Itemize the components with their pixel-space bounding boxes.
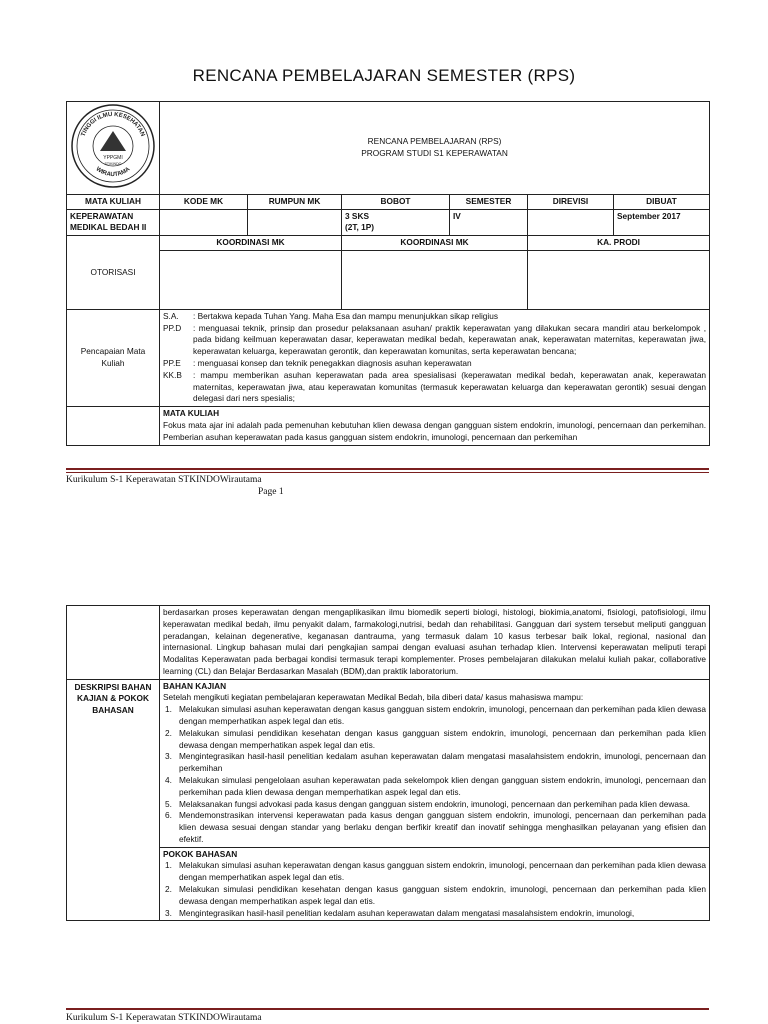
- bobot-sks: 3 SKS: [345, 210, 369, 221]
- course-name-line-1: KEPERAWATAN: [70, 210, 134, 221]
- list-item: 5. Melaksanakan fungsi advokasi pada kasus dengan gangguan sistem endokrin, imunologi, pencernaan dan perkemihan pada klien dewasa.: [165, 798, 691, 809]
- header-title-cell: [160, 102, 710, 195]
- list-item: 3. Mengintegrasikan hasil-hasil penelitian kedalam asuhan keperawatan dalam mengatasi masalahsistem endokrin, imunologi, pencernaan dan perkemihan: [165, 751, 706, 774]
- course-dibuat: September 2017: [614, 209, 710, 236]
- cpmk-item: [163, 323, 706, 358]
- mata-kuliah-text: Fokus mata ajar ini adalah pada pemenuhan kebutuhan klien dewasa dengan gangguan sistem endokrin, imunologi, pencernaan dan perkemihan. Pemberian asuhan keperawatan pada kasus gangguan sistem endokrin, imunologi, pencernaan dan perkemihan: [163, 419, 707, 442]
- list-item: 3. Mengintegrasikan hasil-hasil penelitian kedalam asuhan keperawatan dalam mengatasi masalahsistem endokrin, imunologi,: [165, 907, 635, 918]
- bahan-kajian-intro: Setelah mengikuti kegiatan pembelajaran keperawatan Medikal Bedah, bila diberi data/ kasus mahasiswa mampu:: [163, 692, 584, 703]
- mata-kuliah-content: [160, 407, 710, 445]
- cpmk-list: [163, 311, 706, 405]
- footer-rule: [66, 468, 709, 470]
- cpmk-item: [163, 311, 706, 323]
- otorisasi-label: OTORISASI: [67, 236, 160, 310]
- list-item: 2. Melakukan simulasi pendidikan kesehatan dengan kasus gangguan sistem endokrin, imunologi, pencernaan dan perkemihan pada klien dewasa dengan memperhatikan aspek legal dan etis.: [165, 727, 706, 750]
- otorisasi-col-1: KOORDINASI MK: [160, 236, 342, 251]
- col-rumpun-mk: RUMPUN MK: [248, 194, 342, 209]
- course-semester: IV: [450, 209, 528, 236]
- header-line-1: RENCANA PEMBELAJARAN (RPS): [367, 136, 502, 147]
- rps-table-page-2: [66, 605, 710, 921]
- list-item: 4. Melakukan simulasi pengelolaan asuhan keperawatan pada sekelompok klien dengan gangguan sistem endokrin, imunologi, pencernaan dan perkemihan pada klien dewasa dengan memperhatikan aspek legal dan etis.: [165, 774, 706, 797]
- pokok-bahasan-list: [163, 860, 706, 919]
- svg-text:TINGGI ILMU KESEHATAN: TINGGI ILMU KESEHATAN: [80, 111, 146, 138]
- cpmk-text: : Bertakwa kepada Tuhan Yang. Maha Esa dan mampu menunjukkan sikap religius: [193, 310, 499, 321]
- list-item: 1. Melakukan simulasi asuhan keperawatan dengan kasus gangguan sistem endokrin, imunologi, pencernaan dan perkemihan pada klien dewasa dengan memperhatikan aspek legal dan etis.: [165, 860, 706, 883]
- cpmk-code: PP.E: [163, 358, 181, 369]
- otorisasi-col-2: KOORDINASI MK: [342, 236, 528, 251]
- page-title: RENCANA PEMBELAJARAN SEMESTER (RPS): [192, 66, 576, 85]
- course-bobot: [342, 209, 450, 236]
- col-kode-mk: KODE MK: [160, 194, 248, 209]
- cpmk-content: [160, 309, 710, 406]
- col-direvisi: DIREVISI: [528, 194, 614, 209]
- list-item: 2. Melakukan simulasi pendidikan kesehatan dengan kasus gangguan sistem endokrin, imunologi, pencernaan dan perkemihan pada klien dewasa dengan memperhatikan aspek legal dan etis.: [165, 883, 706, 906]
- mata-kuliah-continued: berdasarkan proses keperawatan dengan mengaplikasikan ilmu biomedik seperti biologi, histologi, biokimia,anatomi, fisiologi, patofisiologi, ilmu keperawatan medikal bedah, ilmu penyakit dalam, farmakologi,nutrisi, bedah dan rehabilitasi. Gangguan dari system tersebut meliputi gangguan peradangan, kelainan degenerative, keganasan dantrauma, yang termasuk dalam 10 kasus terbesar baik lokal, regional, nasional dan internasional. Lingkup bahasan mulai dari pengkajian sampai dengan evaluasi asuhan terhadap klien. Intervensi keperawatan meliputi terapi Modalitas Keperawatan pada berbagai kondisi termasuk terapi komplementer. Proses pembelajaran dilakukan melalui kuliah pakar, collaborative learning (CL) dan Belajar Berdasarkan Masalah (BDM),dan praktik laboratorium.: [160, 606, 710, 680]
- otorisasi-col-3: KA. PRODI: [528, 236, 710, 251]
- course-name: [67, 209, 160, 236]
- footer-text-page-2: Kurikulum S-1 Keperawatan STKINDOWirautama: [66, 1013, 262, 1023]
- cpmk-code: KK.B: [163, 369, 182, 380]
- footer-rule-page-2: [66, 1008, 709, 1010]
- bahan-kajian-heading: BAHAN KAJIAN: [163, 680, 227, 691]
- course-kode: [160, 209, 248, 236]
- cpmk-text: : menguasai teknik, prinsip dan prosedur pelaksanaan asuhan/ praktik keperawatan yang dilakukan secara mandiri atau berkelompok , pada bidang keilmuan keperawatan dasar, keperawatan medikal bedah, keperawatan anak, keperawatan maternitas, keperawatan jiwa, keperawatan keluarga, keperawatan gerontik, dan keperawatan komunitas, serta keperawatan bencana;: [193, 322, 707, 357]
- bahan-kajian-cell: [160, 679, 710, 847]
- svg-text:STIKINDO: STIKINDO: [104, 162, 122, 166]
- col-dibuat: DIBUAT: [614, 194, 710, 209]
- institution-logo-icon: [70, 103, 156, 189]
- otorisasi-sign-3: [528, 250, 710, 309]
- deskripsi-label: DESKRIPSI BAHAN KAJIAN & POKOK BAHASAN: [67, 679, 160, 921]
- mata-kuliah-label-cell: [67, 407, 160, 445]
- cpmk-item: [163, 358, 706, 370]
- course-direvisi: [528, 209, 614, 236]
- footer-text: Kurikulum S-1 Keperawatan STKINDOWirautama: [66, 475, 262, 485]
- svg-text:YPPGMI: YPPGMI: [103, 155, 123, 161]
- col-bobot: BOBOT: [342, 194, 450, 209]
- svg-text:WIRAUTAMA: WIRAUTAMA: [94, 166, 132, 179]
- course-name-line-2: MEDIKAL BEDAH II: [70, 222, 147, 233]
- rps-table-page-1: [66, 101, 710, 446]
- header-line-2: PROGRAM STUDI S1 KEPERAWATAN: [361, 147, 508, 158]
- footer-rule-thin: [66, 472, 709, 473]
- cpmk-text: : mampu memberikan asuhan keperawatan pada area spesialisasi (keperawatan medikal bedah, keperawatan anak, keperawatan maternitas, keperawatan jiwa, atau keperawatan komunitas (termasuk keperawatan keluarga dan keperawatan gerontik) sesuai dengan delegasi dari ners spesialis;: [193, 369, 707, 404]
- mata-kuliah-heading: MATA KULIAH: [163, 408, 220, 419]
- otorisasi-sign-2: [342, 250, 528, 309]
- logo-cell: [67, 102, 160, 195]
- continuation-label-cell: [67, 606, 160, 680]
- cpmk-item: [163, 370, 706, 405]
- cpmk-text: : menguasai konsep dan teknik penegakkan diagnosis asuhan keperawatan: [193, 358, 472, 369]
- pokok-bahasan-heading: POKOK BAHASAN: [163, 848, 238, 859]
- bobot-detail: (2T, 1P): [345, 222, 375, 233]
- page-number: Page 1: [258, 487, 284, 497]
- pokok-bahasan-cell: [160, 847, 710, 921]
- cpmk-label: Pencapaian Mata Kuliah: [67, 309, 160, 406]
- otorisasi-sign-1: [160, 250, 342, 309]
- col-mata-kuliah: MATA KULIAH: [67, 194, 160, 209]
- bahan-kajian-list: [163, 704, 706, 845]
- col-semester: SEMESTER: [450, 194, 528, 209]
- cpmk-code: PP.D: [163, 322, 182, 333]
- course-rumpun: [248, 209, 342, 236]
- cpmk-code: S.A.: [163, 310, 179, 321]
- list-item: 6. Mendemonstrasikan intervensi keperawatan pada kasus dengan gangguan sistem endokrin, imunologi, pencernaan dan perkemihan pada klien dewasa sesuai dengan standar yang berlaku dengan berfikir kreatif dan inovatif sehingga menghasilkan pelayanan yang efisien dan efektif.: [165, 810, 706, 844]
- list-item: 1. Melakukan simulasi asuhan keperawatan dengan kasus gangguan sistem endokrin, imunologi, pencernaan dan perkemihan pada klien dewasa dengan memperhatikan aspek legal dan etis.: [165, 704, 706, 727]
